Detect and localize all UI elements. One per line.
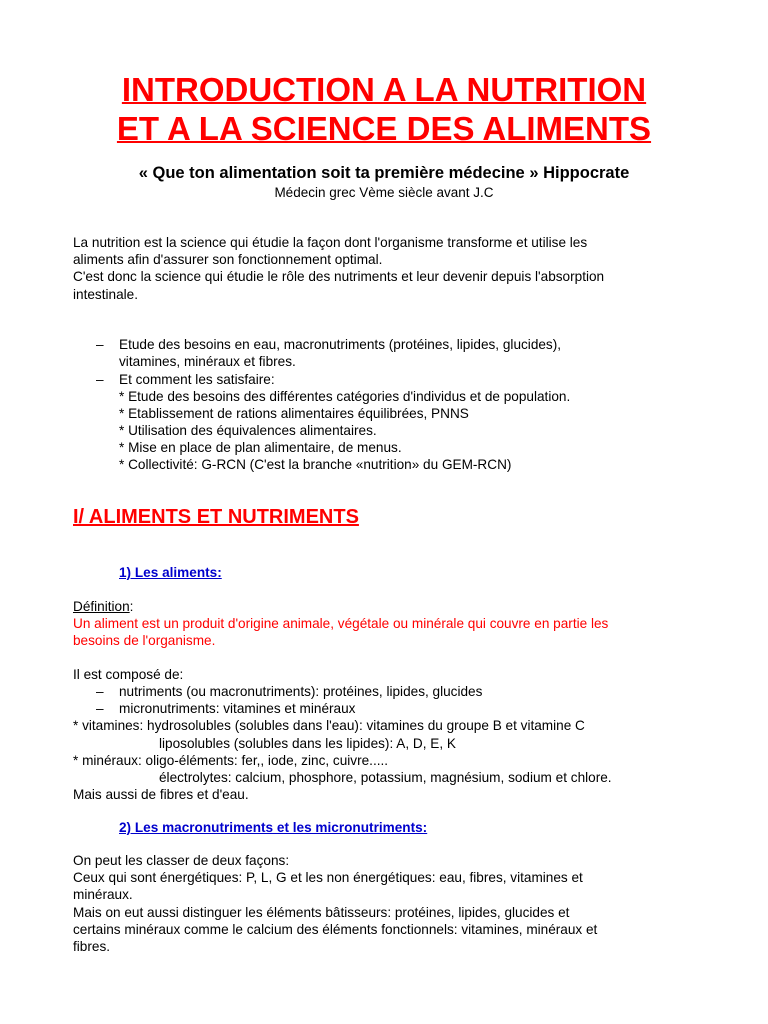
section-heading: I/ ALIMENTS ET NUTRIMENTS [73, 506, 359, 528]
list-dash: – [96, 372, 104, 387]
sub-list-item: * Etude des besoins des différentes catégories d'individus et de population. [119, 389, 571, 404]
vitamins-line: * vitamines: hydrosolubles (solubles dans l'eau): vitamines du groupe B et vitamine C [73, 718, 585, 733]
classify-line: minéraux. [73, 887, 133, 903]
title-line-1: INTRODUCTION A LA NUTRITION [121, 71, 647, 108]
intro-paragraph [73, 234, 693, 303]
vitamins-line: liposolubles (solubles dans les lipides): A, D, E, K [159, 736, 456, 751]
also-line: Mais aussi de fibres et d'eau. [73, 787, 249, 802]
list-item: Etude des besoins en eau, macronutriments (protéines, lipides, glucides), [119, 337, 562, 352]
intro-line: aliments afin d'assurer son fonctionnement optimal. [73, 252, 383, 268]
classify-paragraph [73, 852, 693, 955]
list-item: nutriments (ou macronutriments): protéines, lipides, glucides [119, 684, 483, 699]
classify-line: Ceux qui sont énergétiques: P, L, G et les non énergétiques: eau, fibres, vitamines et [73, 870, 583, 886]
intro-line: La nutrition est la science qui étudie la façon dont l'organisme transforme et utilise les [73, 235, 588, 250]
quote: « Que ton alimentation soit ta première médecine » Hippocrate [138, 164, 630, 182]
minerals-line: * minéraux: oligo-éléments: fer,, iode, zinc, cuivre..... [73, 753, 389, 768]
definition-text: besoins de l'organisme. [73, 633, 216, 648]
list-dash: – [96, 337, 104, 352]
definition-text: Un aliment est un produit d'origine animale, végétale ou minérale qui couvre en partie les [73, 616, 609, 631]
subsection-heading: 1) Les aliments: [119, 565, 222, 580]
classify-line: On peut les classer de deux façons: [73, 853, 290, 868]
quote-author-note: Médecin grec Vème siècle avant J.C [274, 185, 494, 200]
list-dash: – [96, 701, 104, 716]
list-item: Et comment les satisfaire: [119, 372, 275, 387]
definition-label: Définition [73, 599, 130, 614]
title-line-2: ET A LA SCIENCE DES ALIMENTS [116, 110, 652, 147]
list-item: micronutriments: vitamines et minéraux [119, 701, 356, 716]
list-dash: – [96, 684, 104, 699]
intro-line: intestinale. [73, 286, 138, 302]
classify-line: Mais on eut aussi distinguer les éléments bâtisseurs: protéines, lipides, glucides et [73, 904, 570, 920]
definition-label-line [73, 598, 133, 615]
sub-list-item: * Etablissement de rations alimentaires équilibrées, PNNS [119, 406, 469, 421]
list-item: vitamines, minéraux et fibres. [119, 354, 296, 369]
classify-line: fibres. [73, 939, 111, 955]
intro-line: C'est donc la science qui étudie le rôle des nutriments et leur devenir depuis l'absorption [73, 269, 605, 285]
sub-list-item: * Utilisation des équivalences alimentaires. [119, 423, 377, 438]
definition-colon: : [129, 599, 134, 614]
sub-list-item: * Mise en place de plan alimentaire, de menus. [119, 440, 402, 455]
classify-line: certains minéraux comme le calcium des éléments fonctionnels: vitamines, minéraux et [73, 921, 598, 937]
subsection-heading: 2) Les macronutriments et les micronutriments: [119, 820, 428, 835]
minerals-line: électrolytes: calcium, phosphore, potassium, magnésium, sodium et chlore. [159, 770, 612, 785]
composed-intro: Il est composé de: [73, 667, 184, 682]
sub-list-item: * Collectivité: G-RCN (C'est la branche «nutrition» du GEM-RCN) [119, 457, 512, 472]
